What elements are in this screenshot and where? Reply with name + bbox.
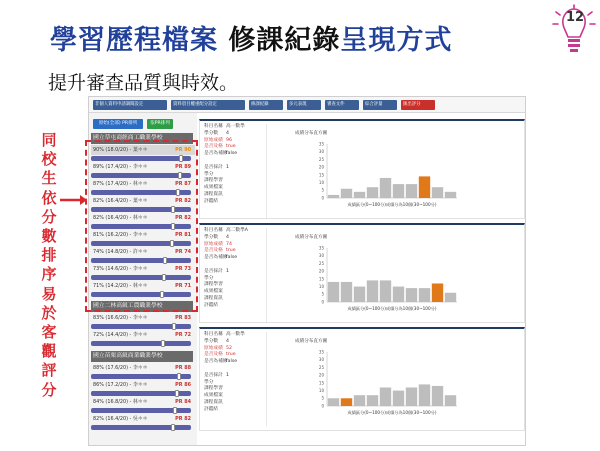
y-tick-label: 15 — [318, 172, 324, 178]
field-label: 是否及格 — [204, 248, 223, 254]
field-label: 學分 — [204, 379, 214, 385]
y-tick-label: 20 — [318, 268, 324, 274]
histogram-bar — [380, 387, 391, 406]
slider-knob[interactable] — [161, 340, 165, 347]
student-row-text: 89% (17.4/20) - 李＊＊ — [93, 164, 148, 170]
toolbar-button-export-scores[interactable]: 匯出評分 — [401, 100, 435, 110]
course-record-panel — [199, 119, 525, 219]
pr-badge: PR 87 — [175, 181, 191, 187]
field-value: 4 — [226, 234, 229, 240]
field-row — [204, 165, 264, 172]
field-label: 學分 — [204, 171, 214, 177]
field-label: 是否為補修 — [204, 359, 228, 365]
y-tick-label: 5 — [321, 291, 324, 297]
student-row-text: 84% (16.8/20) - 林＊＊ — [93, 399, 148, 405]
y-tick-label: 0 — [321, 195, 324, 201]
histogram-bar — [406, 387, 417, 406]
student-row[interactable] — [91, 330, 195, 340]
toolbar-button-diverse-performance[interactable]: 多元表現 — [287, 100, 321, 110]
student-row-text: 81% (16.2/20) - 李＊＊ — [93, 232, 148, 238]
field-row — [204, 332, 264, 339]
pr-badge: PR 90 — [175, 147, 191, 153]
score-slider[interactable] — [91, 408, 191, 413]
pr-badge: PR 86 — [175, 382, 191, 388]
field-row — [204, 262, 264, 269]
x-axis-label: 成績區分(0~100分)成績分為10個(30~100分) — [347, 306, 437, 311]
y-tick-label: 10 — [318, 283, 324, 289]
histogram-svg — [267, 124, 523, 218]
histogram-chart — [266, 124, 522, 218]
y-tick-label: 25 — [318, 260, 324, 266]
highlight-box — [85, 140, 198, 312]
slider-knob[interactable] — [172, 323, 176, 330]
y-tick-label: 35 — [318, 349, 324, 355]
chart-title: 成績分布直方圖 — [295, 131, 328, 136]
school-header[interactable]: 國立二林高級工農職業學校 — [91, 301, 193, 312]
field-label: 是否採計 — [204, 164, 223, 170]
histogram-bar — [393, 287, 404, 302]
toolbar-button-course-records[interactable]: 修課紀錄 — [249, 100, 283, 110]
field-value: 高一數學 — [226, 332, 245, 337]
y-tick-label: 0 — [321, 403, 324, 409]
pr-badge: PR 84 — [175, 399, 191, 405]
field-label: 學分 — [204, 275, 214, 281]
field-label: 成果檔案 — [204, 289, 223, 295]
histogram-svg — [267, 332, 523, 426]
student-row[interactable] — [91, 397, 195, 407]
histogram-svg — [267, 228, 523, 322]
field-row — [204, 192, 264, 199]
pr-badge: PR 72 — [175, 332, 191, 338]
toolbar-button-review-documents[interactable]: 審查文件 — [325, 100, 359, 110]
toolbar-button-overall-evaluation[interactable]: 綜合評量 — [363, 100, 397, 110]
chart-title: 成績分布直方圖 — [295, 339, 328, 344]
field-value: false — [226, 255, 238, 261]
field-label: 學分數 — [204, 338, 219, 344]
field-label: 原始成績 — [204, 241, 223, 247]
histogram-bar — [380, 178, 391, 198]
field-row — [204, 407, 264, 414]
slider-knob[interactable] — [177, 373, 181, 380]
x-axis-label: 成績區分(0~100分)成績分為10個(30~100分) — [347, 202, 437, 207]
student-row-text: 74% (14.8/20) - 許＊＊ — [93, 249, 148, 255]
field-row — [204, 393, 264, 400]
field-label: 課程資訊 — [204, 191, 223, 197]
histogram-bar — [328, 282, 339, 302]
y-tick-label: 20 — [318, 372, 324, 378]
student-row-text: 90% (18.0/20) - 葉＊＊ — [93, 147, 148, 153]
field-row — [204, 255, 264, 262]
field-value: false — [226, 151, 238, 157]
field-label: 評鑑結 — [204, 406, 219, 412]
student-row[interactable] — [91, 313, 195, 323]
title-part2: 修課紀錄 — [228, 25, 341, 56]
histogram-bar — [432, 283, 443, 302]
field-row — [204, 400, 264, 407]
field-value: 高一數學 — [226, 124, 245, 129]
y-tick-label: 15 — [318, 380, 324, 386]
field-value: false — [226, 359, 238, 365]
histogram-bar — [341, 282, 352, 302]
y-tick-label: 30 — [318, 357, 324, 363]
student-row-text: 82% (16.4/20) - 林＊＊ — [93, 215, 148, 221]
pr-badge: PR 81 — [175, 232, 191, 238]
field-row — [204, 289, 264, 296]
student-row-text: 72% (14.4/20) - 李＊＊ — [93, 332, 148, 338]
toolbar-button-data-access[interactable]: 非個人資料申請調閱設定 — [93, 100, 167, 110]
field-row — [204, 235, 264, 242]
y-tick-label: 5 — [321, 187, 324, 193]
slider-knob[interactable] — [175, 390, 179, 397]
title-part3: 呈現方式 — [340, 25, 453, 56]
field-label: 評鑑結 — [204, 198, 219, 204]
score-slider[interactable] — [91, 341, 191, 346]
field-value: true — [226, 144, 236, 150]
field-value: 74 — [226, 241, 232, 247]
histogram-bar — [406, 184, 417, 198]
histogram-bar — [393, 391, 404, 406]
tab-original-pr[interactable]: 原始(全部) PR排列 — [93, 119, 143, 129]
arrow-right-icon — [58, 193, 88, 207]
histogram-bar — [328, 195, 339, 198]
field-label: 學分數 — [204, 130, 219, 136]
top-toolbar — [89, 97, 526, 113]
histogram-bar — [445, 293, 456, 302]
student-row-text: 82% (16.4/20) - 葉＊＊ — [93, 198, 148, 204]
slider-knob[interactable] — [173, 407, 177, 414]
y-tick-label: 10 — [318, 179, 324, 185]
field-label: 科目名稱 — [204, 124, 223, 129]
field-row — [204, 151, 264, 158]
field-label: 科目名稱 — [204, 332, 223, 337]
field-label: 是否採計 — [204, 372, 223, 378]
field-row — [204, 158, 264, 165]
x-axis-label: 成績區分(0~100分)成績分為10個(30~100分) — [347, 410, 437, 415]
histogram-bar — [341, 398, 352, 406]
histogram-bar — [406, 288, 417, 302]
score-slider[interactable] — [91, 391, 191, 396]
y-tick-label: 35 — [318, 245, 324, 251]
field-row — [204, 339, 264, 346]
field-value: 4 — [226, 130, 229, 136]
field-value: 1 — [226, 164, 229, 170]
pr-badge: PR 82 — [175, 215, 191, 221]
toolbar-button-weight-settings[interactable]: 資料項目權重配分設定 — [171, 100, 245, 110]
field-label: 成果檔案 — [204, 185, 223, 191]
histogram-chart — [266, 228, 522, 322]
field-value: 高二數學A — [226, 228, 248, 233]
course-info — [204, 228, 264, 310]
score-slider[interactable] — [91, 425, 191, 430]
pr-badge: PR 89 — [175, 164, 191, 170]
field-row — [204, 199, 264, 206]
field-label: 成果檔案 — [204, 393, 223, 399]
histogram-bar — [367, 280, 378, 302]
student-row-text: 88% (17.6/20) - 李＊＊ — [93, 365, 148, 371]
side-annotation: 同校生依分數排序易於客觀評分 — [41, 131, 57, 399]
field-row — [204, 131, 264, 138]
field-value: 52 — [226, 345, 232, 351]
y-tick-label: 25 — [318, 156, 324, 162]
y-tick-label: 30 — [318, 253, 324, 259]
y-tick-label: 20 — [318, 164, 324, 170]
field-label: 科目名稱 — [204, 228, 223, 233]
field-value: true — [226, 352, 236, 358]
pr-badge: PR 74 — [175, 249, 191, 255]
tab-sort-by-pr[interactable]: 依PR排列 — [147, 119, 173, 129]
course-info — [204, 332, 264, 414]
field-row — [204, 366, 264, 373]
title-part1: 學習歷程檔案 — [50, 25, 229, 56]
student-row[interactable] — [91, 380, 195, 390]
histogram-bar — [341, 189, 352, 198]
field-label: 課程學習 — [204, 386, 223, 392]
histogram-bar — [419, 176, 430, 198]
chart-title: 成績分布直方圖 — [295, 235, 328, 240]
histogram-bar — [380, 280, 391, 302]
pr-badge: PR 83 — [175, 315, 191, 321]
field-row — [204, 303, 264, 310]
field-label: 是否為補修 — [204, 255, 228, 261]
y-tick-label: 5 — [321, 395, 324, 401]
field-label: 課程學習 — [204, 282, 223, 288]
school-header[interactable]: 國立草屯商經商工職業學校 — [91, 133, 193, 144]
field-label: 學分數 — [204, 234, 219, 240]
histogram-bar — [354, 287, 365, 302]
field-label: 是否及格 — [204, 352, 223, 358]
field-label: 是否為補修 — [204, 151, 228, 157]
pr-badge: PR 82 — [175, 416, 191, 422]
histogram-bar — [445, 395, 456, 406]
field-label: 原始成績 — [204, 137, 223, 143]
field-label: 課程資訊 — [204, 295, 223, 301]
histogram-bar — [432, 187, 443, 198]
histogram-bar — [445, 192, 456, 198]
field-value: 1 — [226, 268, 229, 274]
course-info — [204, 124, 264, 206]
student-row-text: 82% (16.4/20) - 吳＊＊ — [93, 416, 148, 422]
y-tick-label: 0 — [321, 299, 324, 305]
page-number: 12 — [565, 10, 585, 25]
pr-badge: PR 82 — [175, 198, 191, 204]
field-label: 評鑑結 — [204, 302, 219, 308]
histogram-bar — [367, 187, 378, 198]
histogram-bar — [354, 395, 365, 406]
slide-title — [50, 18, 452, 57]
field-label: 是否採計 — [204, 268, 223, 274]
field-row — [204, 185, 264, 192]
histogram-chart — [266, 332, 522, 426]
field-row — [204, 296, 264, 303]
student-row-text: 71% (14.2/20) - 林＊＊ — [93, 283, 148, 289]
histogram-bar — [328, 398, 339, 406]
student-row[interactable] — [91, 414, 195, 424]
field-label: 是否及格 — [204, 144, 223, 150]
student-row[interactable] — [91, 363, 195, 373]
course-record-panel — [199, 223, 525, 323]
histogram-bar — [432, 386, 443, 406]
score-slider[interactable] — [91, 374, 191, 379]
field-row — [204, 124, 264, 131]
histogram-bar — [393, 184, 404, 198]
student-row-text: 83% (16.6/20) - 李＊＊ — [93, 315, 148, 321]
y-tick-label: 10 — [318, 387, 324, 393]
pr-badge: PR 73 — [175, 266, 191, 272]
field-value: 1 — [226, 372, 229, 378]
field-value: 4 — [226, 338, 229, 344]
y-tick-label: 15 — [318, 276, 324, 282]
field-label: 課程資訊 — [204, 399, 223, 405]
course-record-panel — [199, 327, 525, 431]
field-label: 課程學習 — [204, 178, 223, 184]
school-header[interactable]: 國立苗栗高級商業職業學校 — [91, 351, 193, 362]
pr-badge: PR 71 — [175, 283, 191, 289]
student-row-text: 87% (17.4/20) - 林＊＊ — [93, 181, 148, 187]
y-tick-label: 35 — [318, 141, 324, 147]
score-slider[interactable] — [91, 324, 191, 329]
field-row — [204, 359, 264, 366]
slider-knob[interactable] — [171, 424, 175, 431]
y-tick-label: 30 — [318, 149, 324, 155]
pr-badge: PR 88 — [175, 365, 191, 371]
histogram-bar — [367, 395, 378, 406]
y-tick-label: 25 — [318, 364, 324, 370]
student-row-text: 73% (14.6/20) - 李＊＊ — [93, 266, 148, 272]
histogram-bar — [419, 384, 430, 406]
field-label: 原始成績 — [204, 345, 223, 351]
student-row-text: 86% (17.2/20) - 李＊＊ — [93, 382, 148, 388]
field-row — [204, 373, 264, 380]
histogram-bar — [419, 288, 430, 302]
histogram-bar — [354, 192, 365, 198]
slide-subtitle: 提升審查品質與時效。 — [48, 72, 239, 94]
field-row — [204, 269, 264, 276]
field-value: 96 — [226, 137, 232, 143]
field-row — [204, 228, 264, 235]
field-value: true — [226, 248, 236, 254]
